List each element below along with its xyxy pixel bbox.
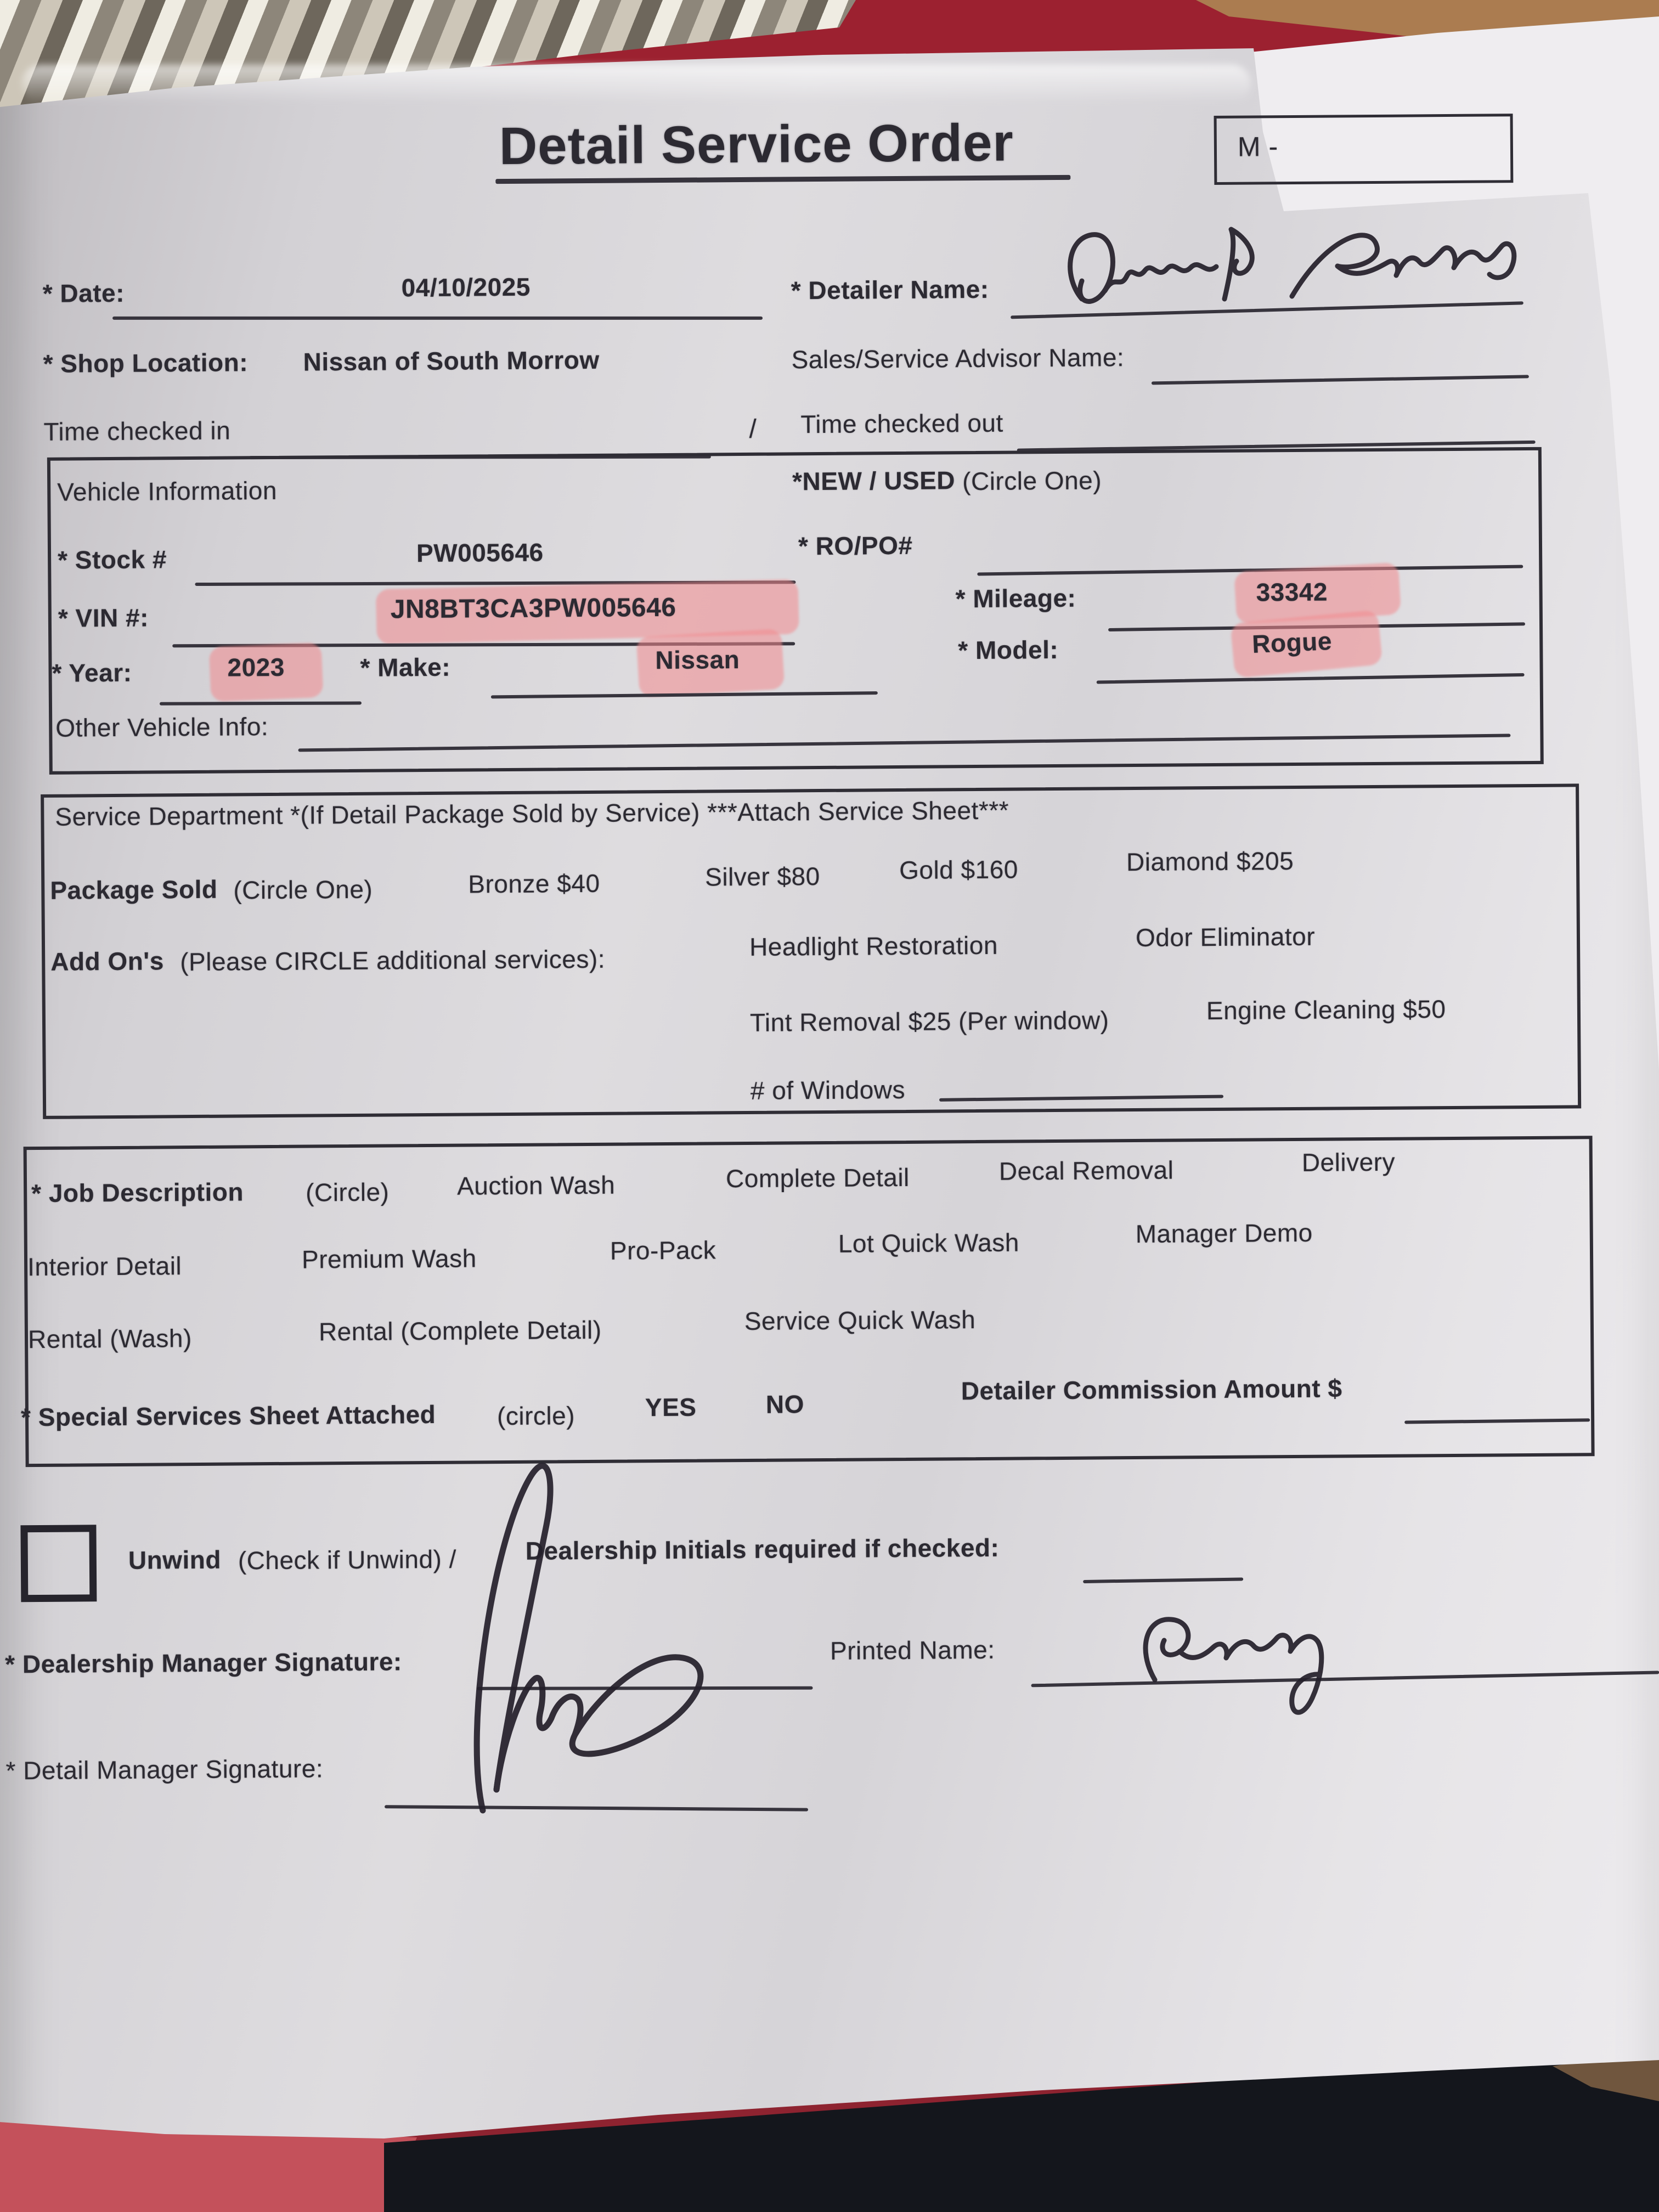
addon-tint-removal: Tint Removal $25 (Per window) <box>749 1006 1109 1037</box>
package-sold-note: (Circle One) <box>233 874 373 905</box>
detailer-name-signature <box>1070 229 1514 301</box>
job-description-label: * Job Description <box>31 1177 244 1208</box>
package-option-gold: Gold $160 <box>899 855 1019 885</box>
shop-location-value: Nissan of South Morrow <box>303 345 600 376</box>
shop-location-label: * Shop Location: <box>43 348 249 378</box>
unwind-label: Unwind <box>128 1545 222 1575</box>
job-option-decal-removal: Decal Removal <box>998 1155 1174 1186</box>
addon-odor-eliminator: Odor Eliminator <box>1135 922 1316 952</box>
vin-label: * VIN #: <box>58 603 149 633</box>
special-services-label: * Special Services Sheet Attached <box>20 1400 436 1432</box>
job-option-lot-quick-wash: Lot Quick Wash <box>838 1228 1020 1258</box>
date-label: * Date: <box>42 278 125 308</box>
special-services-no: NO <box>765 1390 805 1419</box>
vin-value: JN8BT3CA3PW005646 <box>390 592 676 624</box>
mileage-value: 33342 <box>1256 577 1328 607</box>
commission-amount-label: Detailer Commission Amount $ <box>961 1374 1342 1406</box>
addon-engine-cleaning: Engine Cleaning $50 <box>1206 995 1446 1025</box>
date-value: 04/10/2025 <box>401 272 531 302</box>
ropo-label: * RO/PO# <box>798 531 913 561</box>
manager-signature-label: * Dealership Manager Signature: <box>4 1647 402 1679</box>
job-option-complete-detail: Complete Detail <box>725 1163 910 1193</box>
job-option-service-quick-wash: Service Quick Wash <box>744 1305 976 1336</box>
package-option-bronze: Bronze $40 <box>468 868 600 899</box>
make-label: * Make: <box>360 652 451 682</box>
printed-name-label: Printed Name: <box>830 1635 995 1665</box>
package-sold-label: Package Sold <box>50 874 218 905</box>
stock-label: * Stock # <box>57 545 167 574</box>
windows-count-label: # of Windows <box>750 1075 906 1105</box>
stock-value: PW005646 <box>416 538 544 568</box>
unwind-note: (Check if Unwind) / <box>238 1544 457 1575</box>
job-option-rental-complete-detail: Rental (Complete Detail) <box>318 1315 602 1346</box>
detailer-name-label: * Detailer Name: <box>791 274 989 305</box>
dealership-initials-label: Dealership Initials required if checked: <box>525 1533 1000 1565</box>
time-separator: / <box>749 414 757 444</box>
job-option-delivery: Delivery <box>1301 1147 1396 1177</box>
job-option-auction-wash: Auction Wash <box>456 1170 616 1200</box>
service-header: Service Department *(If Detail Package Sold by Service) ***Attach Service Sheet*** <box>55 795 1009 831</box>
mileage-label: * Mileage: <box>955 583 1076 613</box>
year-value: 2023 <box>227 652 285 682</box>
special-services-yes: YES <box>645 1392 697 1422</box>
other-vehicle-info-label: Other Vehicle Info: <box>55 712 269 742</box>
make-value: Nissan <box>655 645 740 675</box>
time-in-label: Time checked in <box>43 416 231 446</box>
package-option-diamond: Diamond $205 <box>1126 846 1294 877</box>
addons-note: (Please CIRCLE additional services): <box>180 944 606 977</box>
year-label: * Year: <box>52 658 132 687</box>
new-used-note: (Circle One) <box>962 466 1102 496</box>
m-number-label: M - <box>1237 131 1278 162</box>
addon-headlight-restoration: Headlight Restoration <box>749 930 998 961</box>
manager-signature-ink <box>477 1466 701 1810</box>
printed-name-handwriting <box>1146 1620 1322 1712</box>
addons-label: Add On's <box>50 946 165 976</box>
package-option-silver: Silver $80 <box>705 862 820 891</box>
model-label: * Model: <box>958 635 1059 665</box>
job-option-premium-wash: Premium Wash <box>301 1244 477 1274</box>
new-used-label: *NEW / USED <box>792 466 956 496</box>
time-out-label: Time checked out <box>800 408 1003 439</box>
job-option-rental-wash: Rental (Wash) <box>27 1324 192 1354</box>
job-description-note: (Circle) <box>306 1177 390 1207</box>
vehicle-section-title: Vehicle Information <box>57 476 278 506</box>
job-option-manager-demo: Manager Demo <box>1135 1218 1313 1249</box>
job-option-interior-detail: Interior Detail <box>27 1251 182 1282</box>
detail-manager-signature-label: * Detail Manager Signature: <box>5 1754 324 1785</box>
form-title: Detail Service Order <box>499 113 1014 176</box>
special-services-note: (circle) <box>496 1401 575 1431</box>
model-value: Rogue <box>1251 626 1333 659</box>
job-option-pro-pack: Pro-Pack <box>610 1235 716 1265</box>
advisor-name-label: Sales/Service Advisor Name: <box>791 343 1125 374</box>
